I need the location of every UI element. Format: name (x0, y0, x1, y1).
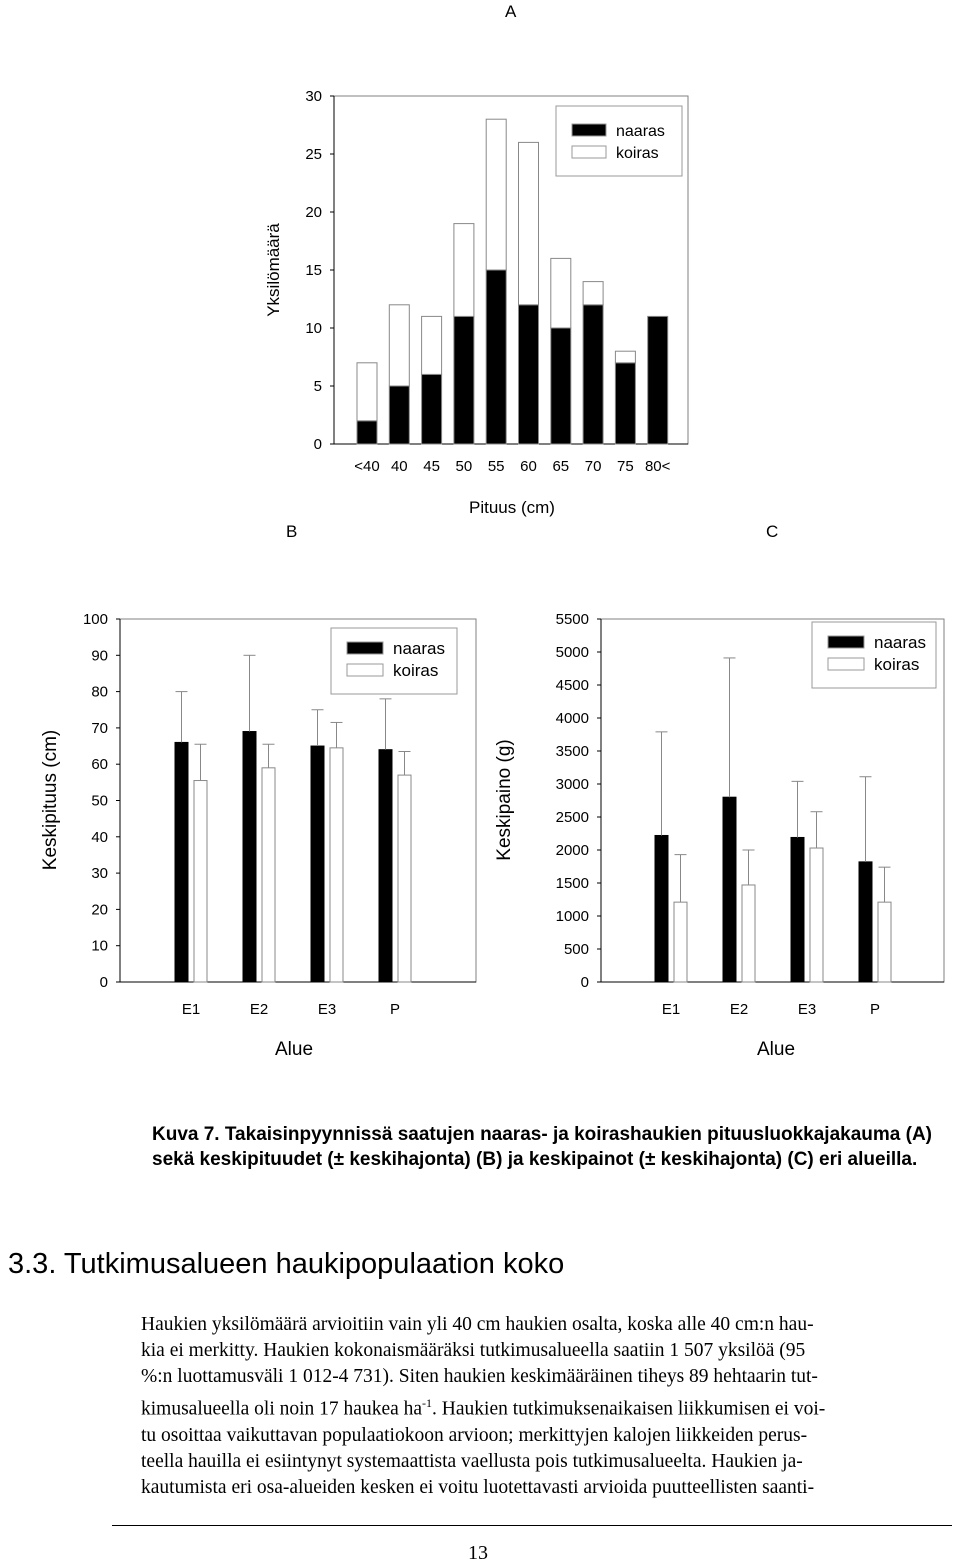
legend-label-naaras: naaras (616, 123, 665, 140)
y-tick-label: 80 (91, 683, 108, 701)
y-axis-label: Keskipituus (cm) (40, 729, 61, 871)
x-tick-label: 55 (487, 458, 505, 475)
body-line-part: kimusalueella oli noin 17 haukea ha (141, 1398, 423, 1420)
x-axis-label: Alue (274, 1039, 314, 1060)
bar-koiras (674, 902, 687, 982)
chart-a (0, 0, 960, 520)
y-axis-label: Keskipaino (g) (494, 739, 515, 861)
body-line-part: . Haukien tutkimuksenaikaisen liikkumisen ei voi- (432, 1398, 826, 1420)
bar-koiras (262, 768, 275, 982)
x-tick-label: E1 (661, 1001, 681, 1018)
bar-naaras (389, 386, 409, 444)
bar-koiras (519, 142, 539, 304)
body-line: tu osoittaa vaikuttavan populaatiokoon arvioon; merkittyjen kalojen liikkeiden perus- (141, 1424, 808, 1446)
y-tick-label: 4000 (555, 710, 589, 727)
body-line: kautumista eri osa-alueiden kesken ei voitu luotettavasti arvioida puutteellisten saanti- (141, 1476, 815, 1498)
bar-koiras (194, 781, 207, 982)
legend-swatch-naaras (347, 642, 383, 654)
bar-naaras (648, 316, 668, 444)
y-tick-label: 20 (305, 204, 322, 221)
body-line (141, 1390, 931, 1423)
bar-koiras (615, 351, 635, 363)
bar-naaras (379, 750, 392, 982)
y-tick-label: 40 (91, 828, 108, 846)
bar-koiras (742, 885, 755, 982)
y-tick-label: 500 (563, 941, 589, 958)
x-tick-label: 65 (552, 458, 570, 475)
legend-box (556, 106, 682, 176)
x-tick-label: 60 (520, 458, 537, 475)
y-tick-label: 5000 (555, 644, 589, 661)
y-tick-label: 60 (91, 756, 108, 774)
body-line: kia ei merkitty. Haukien kokonaismääräksi tutkimusalueella saatiin 1 507 yksilöä (95 (141, 1340, 806, 1361)
legend-swatch-koiras (347, 664, 383, 676)
body-paragraph (141, 1312, 931, 1501)
y-tick-label: 2500 (555, 809, 589, 826)
x-tick-label: 40 (390, 458, 408, 475)
figure-caption: Kuva 7. Takaisinpyynnissä saatujen naaras- ja koirashaukien pituusluokkajakauma (A) sekä keskipituudet (± keskihajonta) (B) ja keskipainot (± keskihajonta) (C) eri alueilla. (152, 1124, 933, 1170)
x-tick-label: 70 (584, 458, 602, 475)
legend-swatch-naaras (828, 636, 864, 648)
y-tick-label: 50 (91, 792, 108, 810)
x-tick-label: 45 (423, 458, 440, 475)
x-tick-label: <40 (354, 458, 380, 475)
y-tick-label: 10 (305, 320, 322, 337)
x-tick-label: E2 (729, 1001, 749, 1018)
bar-koiras (583, 282, 603, 305)
bar-koiras (810, 848, 823, 982)
x-tick-label: E2 (249, 1001, 269, 1018)
legend-swatch-naaras (572, 124, 606, 136)
y-tick-label: 25 (305, 146, 322, 163)
body-line: Haukien yksilömäärä arvioitiin vain yli 40 cm haukien osalta, koska alle 40 cm:n hau- (141, 1314, 814, 1335)
legend-swatch-koiras (828, 658, 864, 670)
bar-naaras (175, 742, 188, 982)
y-tick-label: 15 (305, 262, 322, 279)
bar-naaras (583, 305, 603, 444)
bar-naaras (357, 421, 377, 444)
section-heading: 3.3. Tutkimusalueen haukipopulaation koko (8, 1248, 565, 1280)
y-tick-label: 20 (91, 901, 108, 919)
bar-naaras (615, 363, 635, 444)
y-tick-label: 70 (91, 719, 108, 737)
chart-c (480, 560, 960, 1100)
x-tick-label: 75 (617, 458, 634, 475)
bar-koiras (454, 224, 474, 317)
y-tick-label: 30 (91, 865, 108, 883)
bar-koiras (389, 305, 409, 386)
chart-b (0, 560, 480, 1100)
y-tick-label: 10 (91, 937, 108, 955)
y-tick-label: 30 (305, 88, 322, 105)
x-tick-label: P (389, 1001, 401, 1018)
legend-label-koiras: koiras (616, 145, 659, 162)
panel-label-c: C (766, 522, 779, 541)
y-axis-label: Yksilömäärä (264, 223, 283, 317)
legend-label-koiras: koiras (874, 655, 920, 674)
bar-naaras (422, 374, 442, 444)
bar-naaras (791, 837, 804, 982)
bar-koiras (486, 119, 506, 270)
x-axis-label: Alue (756, 1039, 796, 1060)
bar-naaras (519, 305, 539, 444)
y-tick-label: 90 (91, 647, 108, 665)
y-tick-label: 1000 (555, 908, 589, 925)
body-line: %:n luottamusväli 1 012-4 731). Siten haukien keskimääräinen tiheys 89 hehtaarin tut- (141, 1366, 818, 1387)
body-line: teella hauilla ei esiintynyt systemaattista vaellusta pois tutkimusalueelta. Haukien ja- (141, 1450, 803, 1472)
legend-label-naaras: naaras (393, 639, 445, 658)
x-axis-label: Pituus (cm) (469, 498, 555, 517)
bar-koiras (357, 363, 377, 421)
y-tick-label: 0 (99, 974, 108, 991)
panel-label-b: B (286, 522, 298, 541)
bar-naaras (551, 328, 571, 444)
y-tick-label: 0 (580, 974, 589, 991)
page-number: 13 (468, 1542, 488, 1564)
bar-naaras (311, 746, 324, 982)
y-tick-label: 100 (82, 611, 108, 628)
bar-naaras (655, 835, 668, 982)
y-tick-label: 5 (313, 378, 322, 395)
bar-koiras (398, 775, 411, 982)
bar-naaras (243, 732, 256, 982)
panel-label-a: A (505, 2, 517, 21)
bar-naaras (486, 270, 506, 444)
x-tick-label: 50 (455, 458, 473, 475)
legend-label-naaras: naaras (874, 633, 926, 652)
y-tick-label: 3500 (555, 743, 589, 760)
y-tick-label: 4500 (555, 677, 589, 694)
superscript: -1 (422, 1396, 433, 1410)
x-tick-label: E1 (181, 1001, 201, 1018)
y-tick-label: 1500 (555, 875, 589, 892)
bar-naaras (859, 862, 872, 982)
legend-label-koiras: koiras (393, 661, 439, 680)
legend-swatch-koiras (572, 146, 606, 158)
bar-naaras (454, 316, 474, 444)
y-tick-label: 5500 (555, 611, 589, 628)
bar-koiras (878, 902, 891, 982)
y-tick-label: 2000 (555, 842, 589, 859)
x-tick-label: E3 (317, 1001, 337, 1018)
bar-koiras (422, 316, 442, 374)
x-tick-label: P (869, 1001, 881, 1018)
x-tick-label: 80< (644, 458, 671, 475)
bar-naaras (723, 797, 736, 982)
y-tick-label: 3000 (555, 776, 589, 793)
bar-koiras (330, 748, 343, 982)
footer-rule (112, 1525, 952, 1526)
bar-koiras (551, 258, 571, 328)
x-tick-label: E3 (797, 1001, 817, 1018)
y-tick-label: 0 (313, 436, 322, 453)
